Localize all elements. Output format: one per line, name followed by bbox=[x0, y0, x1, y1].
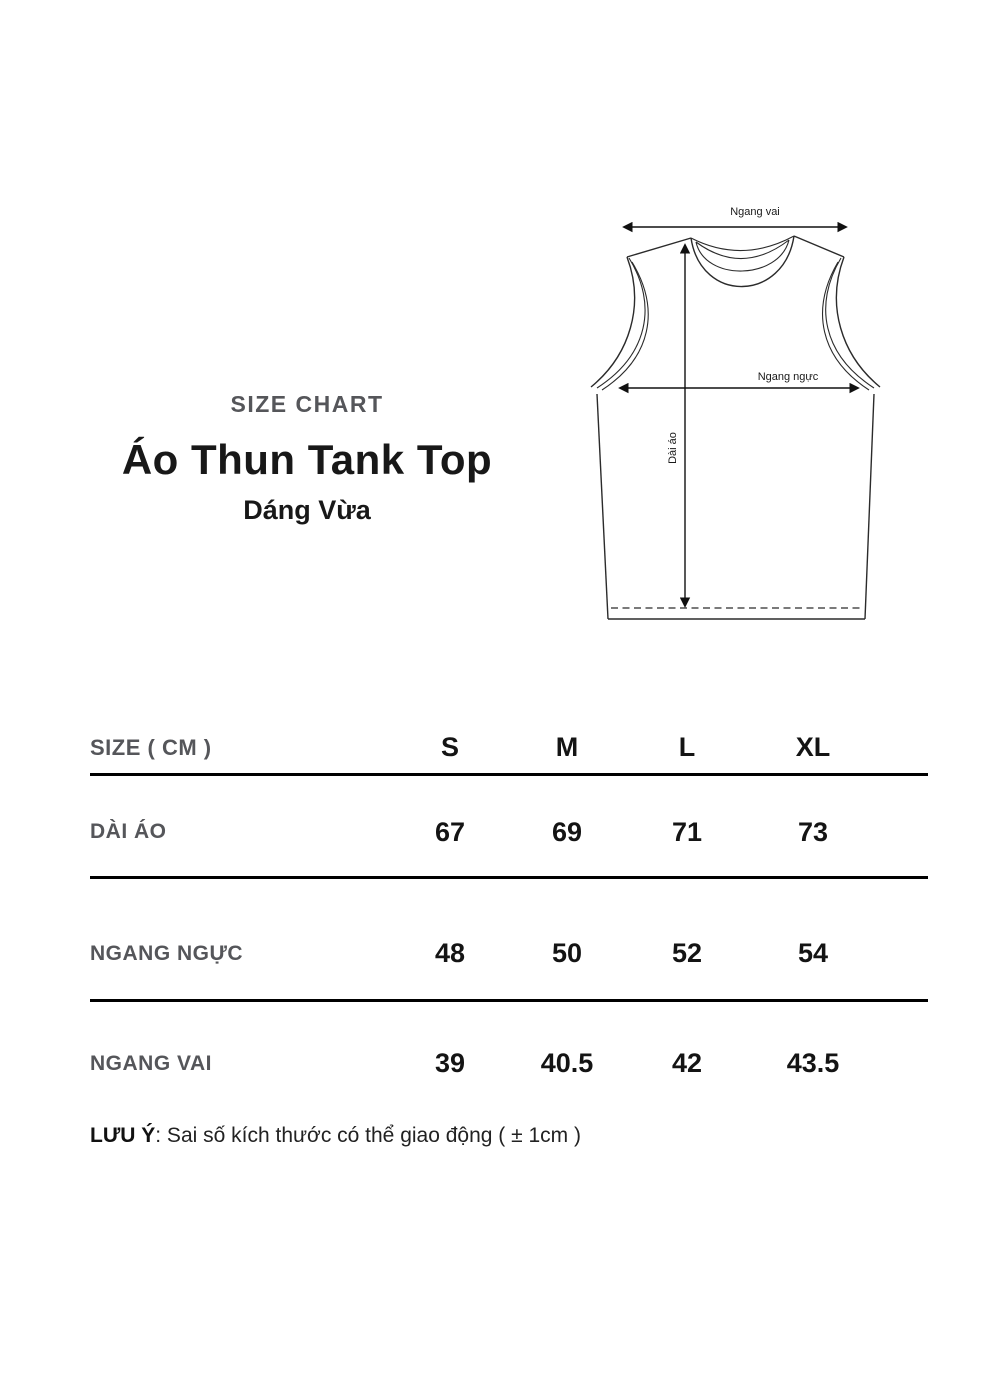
cell-value: 54 bbox=[797, 938, 829, 968]
chest-width-label: Ngang ngực bbox=[757, 371, 819, 383]
cell-value: 69 bbox=[551, 816, 583, 847]
product-title: Áo Thun Tank Top bbox=[121, 436, 493, 483]
cell-value: 39 bbox=[434, 1048, 466, 1078]
cell-value: 50 bbox=[551, 938, 583, 968]
cell-value: 40.5 bbox=[540, 1048, 594, 1078]
row-label: DÀI ÁO bbox=[90, 820, 167, 843]
chest-width-dimension bbox=[620, 371, 858, 388]
table-row-dai-ao bbox=[90, 776, 928, 879]
cell-value: 52 bbox=[671, 938, 703, 968]
size-col-s: S bbox=[440, 732, 459, 762]
cell-value: 43.5 bbox=[786, 1048, 840, 1078]
row-label: NGANG VAI bbox=[90, 1051, 212, 1075]
row-label: NGANG NGỰC bbox=[90, 941, 244, 965]
garment-outline bbox=[591, 236, 880, 619]
cell-value: 42 bbox=[671, 1048, 703, 1078]
shoulder-width-dimension bbox=[624, 206, 846, 227]
size-table bbox=[90, 710, 928, 1114]
size-col-xl: XL bbox=[795, 732, 831, 762]
size-col-m: M bbox=[555, 732, 579, 762]
shoulder-width-label: Ngang vai bbox=[730, 206, 780, 218]
tolerance-note bbox=[90, 1124, 581, 1148]
fit-subtitle: Dáng Vừa bbox=[243, 495, 371, 525]
size-cm-header: SIZE ( CM ) bbox=[90, 734, 212, 760]
size-table-header-row bbox=[90, 710, 928, 776]
eyebrow-size-chart: SIZE CHART bbox=[230, 391, 384, 417]
cell-value: 73 bbox=[797, 816, 829, 847]
tolerance-note-prefix: LƯU Ý bbox=[90, 1124, 156, 1147]
cell-value: 71 bbox=[671, 816, 703, 847]
cell-value: 67 bbox=[434, 816, 466, 847]
tolerance-note-text: : Sai số kích thước có thể giao động ( ± 1cm ) bbox=[155, 1124, 581, 1147]
table-row-ngang-vai bbox=[90, 1002, 928, 1114]
length-dimension bbox=[667, 245, 685, 606]
table-row-ngang-nguc bbox=[90, 879, 928, 1002]
size-col-l: L bbox=[678, 732, 696, 762]
tank-top-drawing bbox=[575, 190, 905, 650]
tank-top-measurement-diagram bbox=[575, 190, 905, 650]
cell-value: 48 bbox=[434, 938, 466, 968]
length-label: Dài áo bbox=[667, 432, 679, 464]
